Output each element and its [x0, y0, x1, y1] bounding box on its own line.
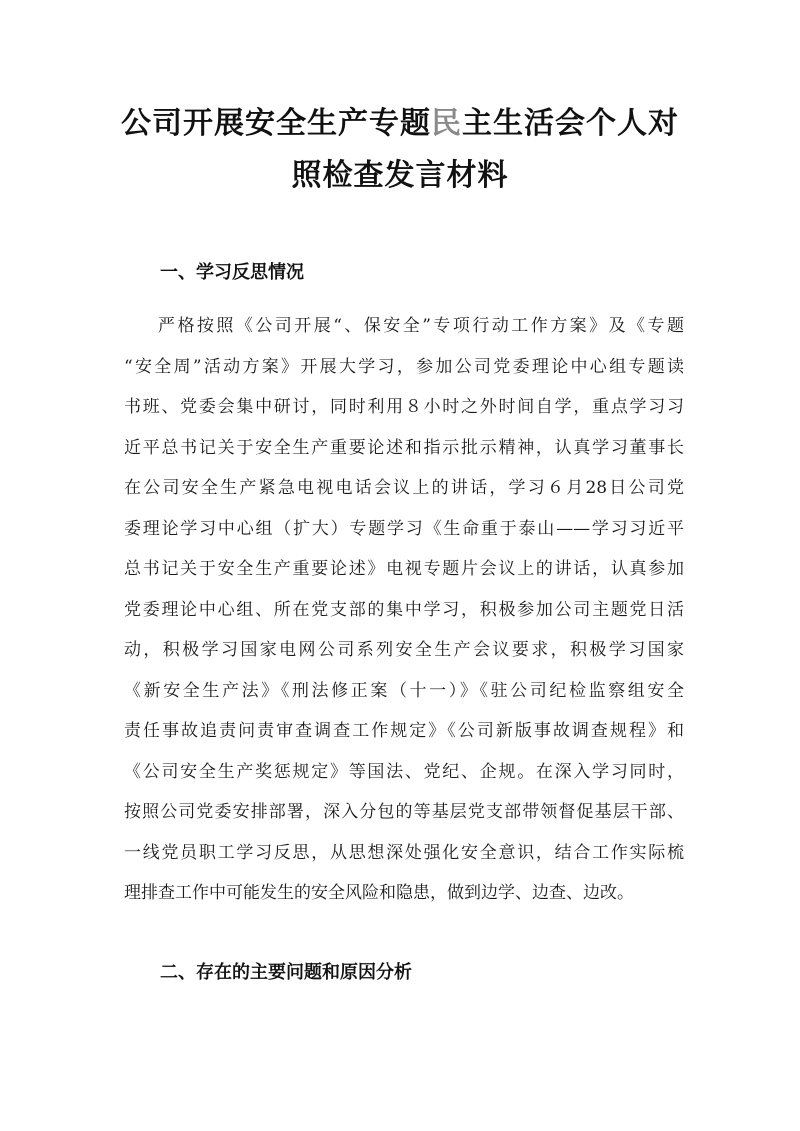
- paragraph-line: 党委理论中心组、所在党支部的集中学习，积极参加公司主题党日活: [124, 599, 684, 620]
- paragraph-line: 按照公司党委安排部署，深入分包的等基层党支部带领督促基层干部、: [124, 802, 684, 822]
- paragraph-line: 委理论学习中心组（扩大）专题学习《生命重于泰山——学习习近平: [124, 518, 684, 539]
- paragraph-line: 动，积极学习国家电网公司系列安全生产会议要求，积极学习国家: [124, 640, 684, 660]
- paragraph-line: 书班、党委会集中研讨，同时利用８小时之外时间自学，重点学习习: [124, 397, 684, 417]
- paragraph-line: 严格按照《公司开展“、保安全”专项行动工作方案》及《专题: [158, 316, 684, 336]
- title-line-1: 公司开展安全生产专题民主生活会个人对: [121, 106, 679, 141]
- paragraph-line: 总书记关于安全生产重要论述》电视专题片会议上的讲话，认真参加: [124, 559, 684, 579]
- title-line-2: 照检查发言材料: [291, 158, 509, 193]
- title-highlight-char: 民: [431, 106, 462, 141]
- paragraph-line: 近平总书记关于安全生产重要论述和指示批示精神，认真学习董事长: [124, 437, 684, 458]
- paragraph-line: 一线党员职工学习反思，从思想深处强化安全意识，结合工作实际梳: [124, 842, 684, 863]
- paragraph-line: “安全周”活动方案》开展大学习，参加公司党委理论中心组专题读: [124, 356, 684, 377]
- paragraph-line: 《公司安全生产奖惩规定》等国法、党纪、企规。在深入学习同时，: [124, 761, 684, 782]
- section-heading-2: 二、存在的主要问题和原因分析: [160, 962, 412, 983]
- paragraph-line: 理排查工作中可能发生的安全风险和隐患，做到边学、边查、边改。: [124, 883, 634, 903]
- section-heading-1: 一、学习反思情况: [160, 262, 304, 283]
- paragraph-line: 在公司安全生产紧急电视电话会议上的讲话，学习６月28日公司党: [124, 478, 684, 498]
- document-title: [0, 98, 800, 202]
- section-1-paragraph: [124, 306, 684, 914]
- paragraph-line: 《新安全生产法》《刑法修正案（十一）》《驻公司纪检监察组安全: [124, 680, 684, 701]
- paragraph-line: 责任事故追责问责审查调查工作规定》《公司新版事故调查规程》和: [124, 721, 684, 741]
